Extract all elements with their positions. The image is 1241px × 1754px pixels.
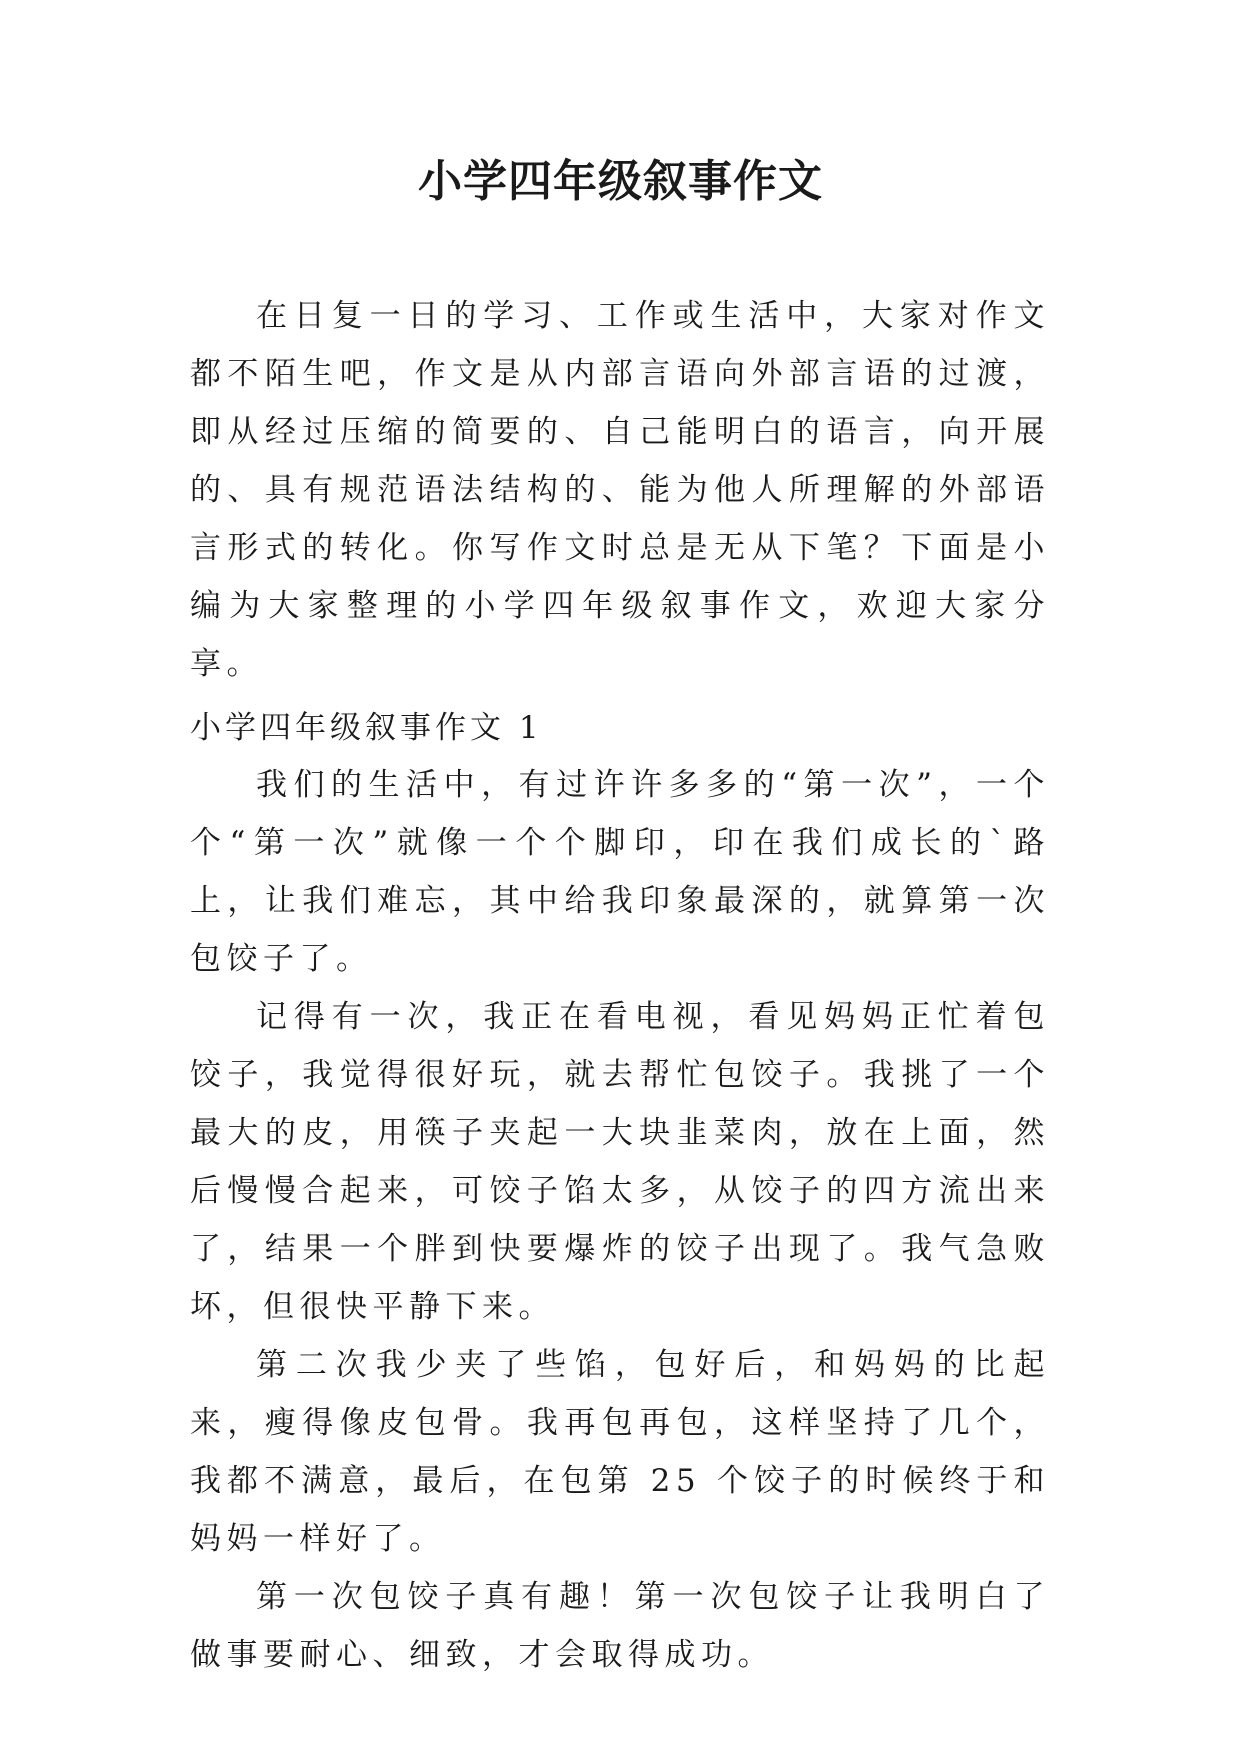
- essay-paragraph-4: 第一次包饺子真有趣！第一次包饺子让我明白了做事要耐心、细致，才会取得成功。: [190, 1579, 1050, 1673]
- essay-paragraph-1: 我们的生活中，有过许许多多的“第一次”，一个个“第一次”就像一个个脚印，印在我们成长的`路上，让我们难忘，其中给我印象最深的，就算第一次包饺子了。: [190, 767, 1050, 977]
- essay-paragraph-2: 记得有一次，我正在看电视，看见妈妈正忙着包饺子，我觉得很好玩，就去帮忙包饺子。我挑了一个最大的皮，用筷子夹起一大块韭菜肉，放在上面，然后慢慢合起来，可饺子馅太多，从饺子的四方流出来了，结果一个胖到快要爆炸的饺子出现了。我气急败坏，但很快平静下来。: [190, 999, 1050, 1325]
- intro-paragraph: 在日复一日的学习、工作或生活中，大家对作文都不陌生吧，作文是从内部言语向外部言语的过渡，即从经过压缩的简要的、自己能明白的语言，向开展的、具有规范语法结构的、能为他人所理解的外部语言形式的转化。你写作文时总是无从下笔？下面是小编为大家整理的小学四年级叙事作文，欢迎大家分享。: [190, 298, 1050, 682]
- essay-body: [190, 756, 1050, 1684]
- document-title: 小学四年级叙事作文: [418, 156, 823, 207]
- section-heading: 小学四年级叙事作文 1: [190, 710, 543, 746]
- essay-paragraph-3: 第二次我少夹了些馅，包好后，和妈妈的比起来，瘦得像皮包骨。我再包再包，这样坚持了几个，我都不满意，最后，在包第 25 个饺子的时候终于和妈妈一样好了。: [190, 1347, 1050, 1557]
